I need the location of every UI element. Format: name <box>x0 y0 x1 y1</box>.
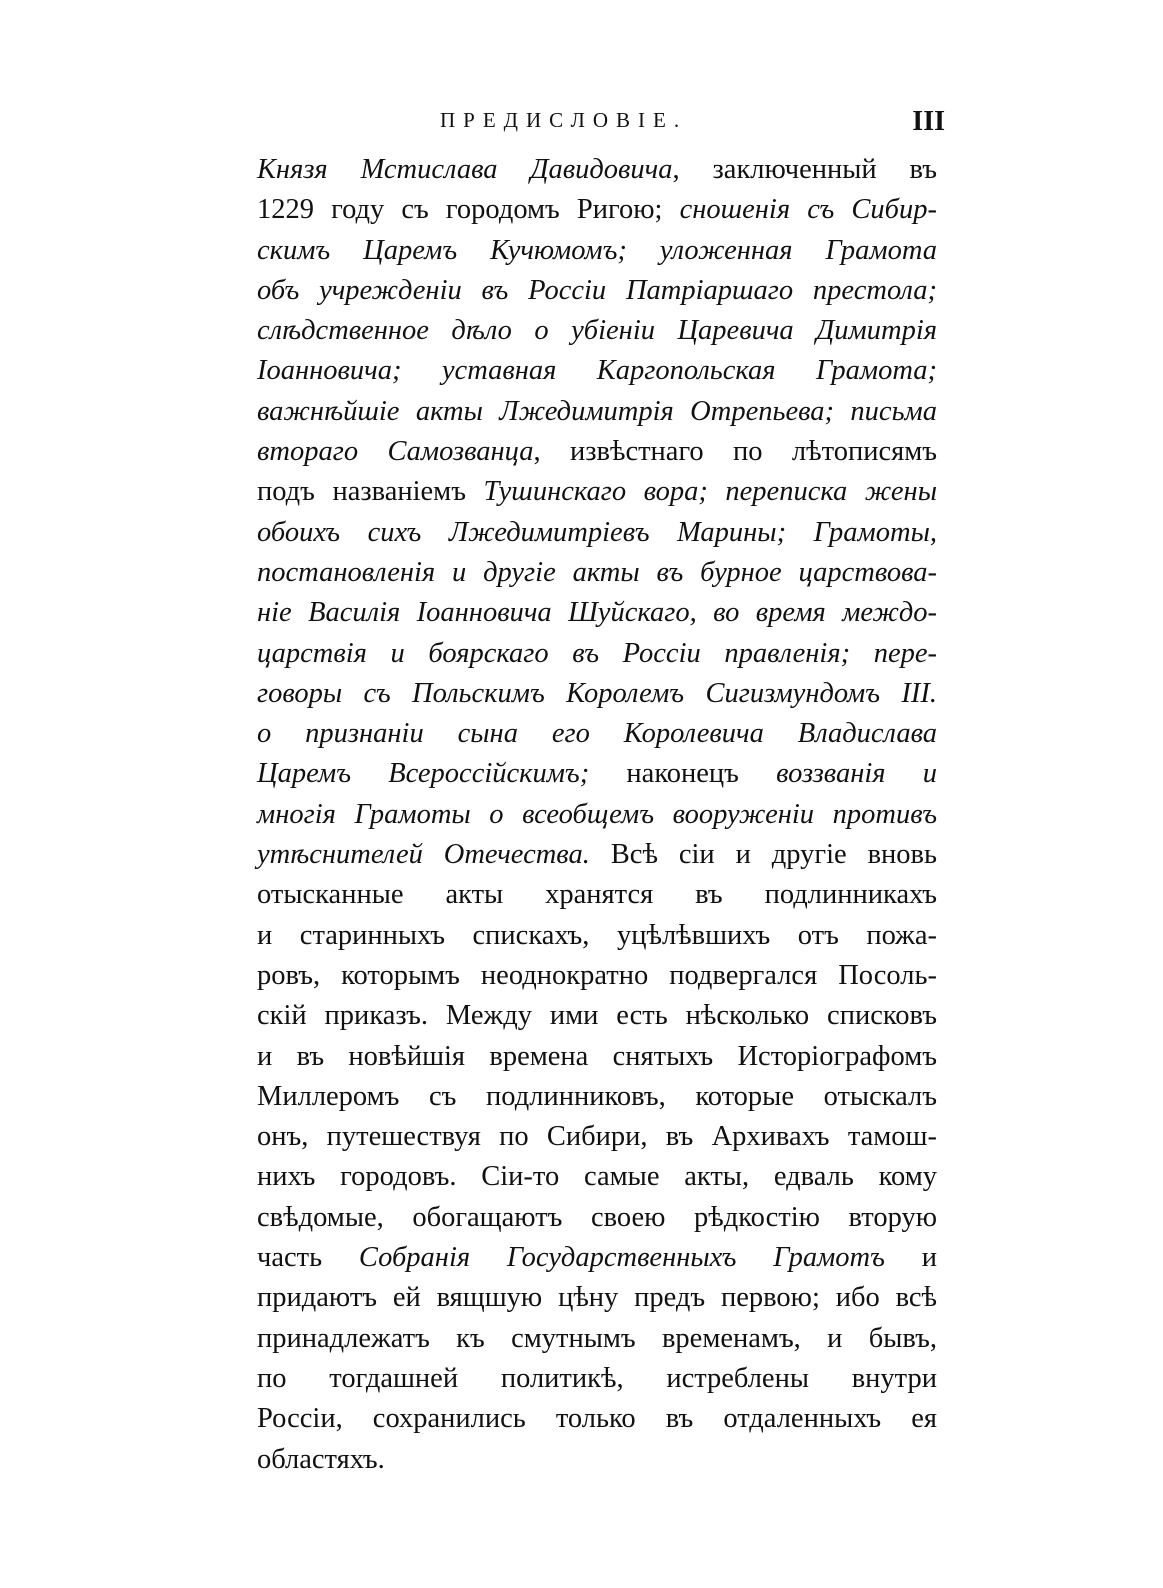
text-line <box>257 472 937 512</box>
running-head <box>255 108 945 148</box>
italic-text-run: Собранія Государственныхъ Грамотъ <box>358 1242 885 1274</box>
text-line <box>257 150 937 190</box>
text-line <box>257 1359 937 1399</box>
text-line <box>257 271 937 311</box>
body-text <box>257 150 937 1480</box>
italic-text-run: объ учрежденіи въ Россіи Патріаршаго престола; <box>257 274 937 306</box>
text-line <box>257 231 937 271</box>
text-line <box>257 351 937 391</box>
italic-text-run: Іоанновича; уставная Каргопольская Грамота; <box>257 355 937 387</box>
text-run: 1229 году съ городомъ Ригою; <box>257 194 680 226</box>
text-run: скій приказъ. Между ими есть нѣсколько списковъ <box>257 1000 937 1032</box>
text-run: придаютъ ей вящшую цѣну предъ первою; ибо всѣ <box>257 1282 937 1314</box>
text-run: Всѣ сіи и другіе вновь <box>589 839 937 871</box>
text-run: наконецъ <box>589 758 777 790</box>
text-line <box>257 1399 937 1439</box>
italic-text-run: скимъ Царемъ Кучюмомъ; уложенная Грамота <box>257 234 937 266</box>
text-line <box>257 432 937 472</box>
text-line <box>257 996 937 1036</box>
italic-text-run: втораго Самозванца <box>257 436 534 468</box>
text-line <box>257 1037 937 1077</box>
text-run: Миллеромъ съ подлинниковъ, которые отыскалъ <box>257 1080 937 1112</box>
italic-text-run: слѣдственное дѣло о убіеніи Царевича Димитрія <box>257 315 937 347</box>
text-line <box>257 956 937 996</box>
text-line <box>257 513 937 553</box>
text-line <box>257 311 937 351</box>
text-run: и въ новѣйшія времена снятыхъ Исторіографомъ <box>257 1040 937 1072</box>
text-line <box>257 553 937 593</box>
text-run: свѣдомые, обогащаютъ своею рѣдкостію вторую <box>257 1201 937 1233</box>
text-line <box>257 875 937 915</box>
text-line <box>257 1440 937 1480</box>
italic-text-run: постановленія и другіе акты въ бурное царствова- <box>257 556 937 588</box>
text-line <box>257 1117 937 1157</box>
text-run: онъ, путешествуя по Сибири, въ Архивахъ тамош- <box>257 1121 937 1153</box>
text-run: областяхъ. <box>257 1443 385 1475</box>
italic-text-run: ніе Василія Іоанновича Шуйскаго, во время междо- <box>257 597 937 629</box>
text-run: ровъ, которымъ неоднократно подвергался Посоль- <box>257 959 937 991</box>
page-number: III <box>912 106 945 137</box>
text-run: Россіи, сохранились только въ отдаленныхъ ея <box>257 1403 937 1435</box>
italic-text-run: воззванія и <box>776 758 937 790</box>
text-run: и <box>884 1242 937 1274</box>
text-run: нихъ городовъ. Сіи-то самые акты, едваль кому <box>257 1161 937 1193</box>
text-run: , заключенный въ <box>672 154 937 185</box>
text-run: по тогдашней политикѣ, истреблены внутри <box>257 1362 937 1394</box>
italic-text-run: сношенія съ Сибир- <box>679 194 937 226</box>
text-line <box>257 714 937 754</box>
text-line <box>257 674 937 714</box>
text-run: подъ названіемъ <box>257 476 484 508</box>
text-line <box>257 1319 937 1359</box>
text-line <box>257 754 937 794</box>
text-line <box>257 795 937 835</box>
text-line <box>257 1077 937 1117</box>
italic-text-run: царствія и боярскаго въ Россіи правленія; пере- <box>257 637 937 669</box>
text-line <box>257 1278 937 1318</box>
italic-text-run: Князя Мстислава Давидовича <box>257 154 673 185</box>
text-run: , извѣстнаго по лѣтописямъ <box>533 436 937 468</box>
text-line <box>257 916 937 956</box>
running-title: ПРЕДИСЛОВІЕ. <box>440 108 688 132</box>
text-line <box>257 1238 937 1278</box>
text-line <box>257 392 937 432</box>
text-line <box>257 1157 937 1197</box>
text-line <box>257 634 937 674</box>
text-line <box>257 1198 937 1238</box>
italic-text-run: утѣснителей Отечества. <box>257 839 590 871</box>
italic-text-run: Царемъ Всероссійскимъ; <box>257 758 590 790</box>
italic-text-run: многія Грамоты о всеобщемъ вооруженіи противъ <box>257 798 937 830</box>
text-run: отысканные акты хранятся въ подлинникахъ <box>257 879 937 911</box>
text-run: часть <box>257 1242 359 1274</box>
text-run: принадлежатъ къ смутнымъ временамъ, и бывъ, <box>257 1322 937 1354</box>
text-line <box>257 593 937 633</box>
italic-text-run: важнѣйшіе акты Лжедимитрія Отрепьева; письма <box>257 395 937 427</box>
text-run: и старинныхъ спискахъ, уцѣлѣвшихъ отъ пожа- <box>257 919 937 951</box>
italic-text-run: обоихъ сихъ Лжедимитріевъ Марины; Грамоты, <box>257 516 937 548</box>
text-line <box>257 190 937 230</box>
text-line <box>257 835 937 875</box>
italic-text-run: говоры съ Польскимъ Королемъ Сигизмундомъ III. <box>257 677 937 709</box>
italic-text-run: о признаніи сына его Королевича Владислава <box>257 718 937 750</box>
italic-text-run: Тушинскаго вора; переписка жены <box>483 476 937 508</box>
